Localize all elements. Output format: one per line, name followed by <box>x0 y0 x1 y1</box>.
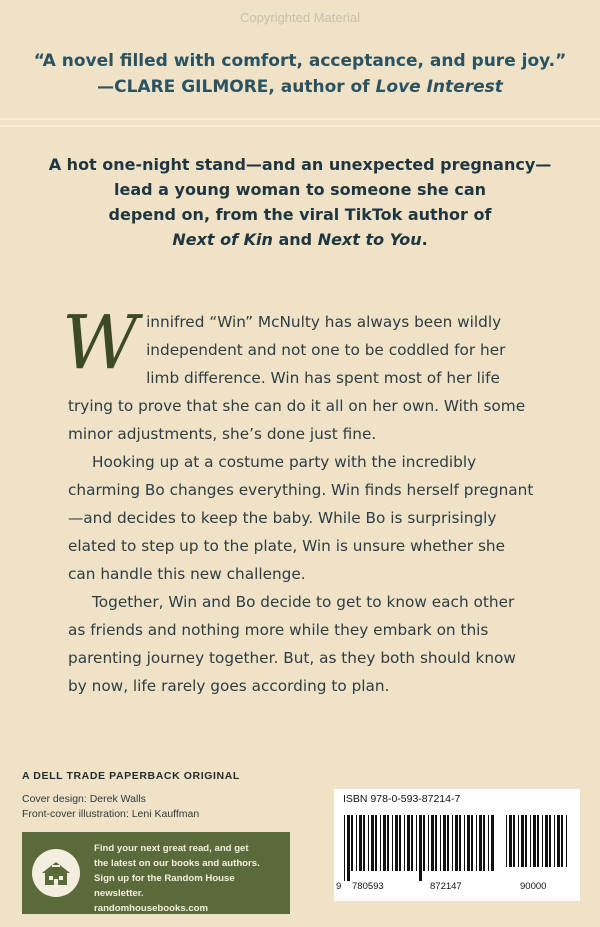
paragraph-text: innifred “Win” McNulty has always been wildly independent and not one to be coddled for her limb difference. Win has spent most of her life trying to prove that she can do it all on her own. With some minor adjustments, she’s done just fine. <box>68 313 526 443</box>
barcode-digits-group2: 872147 <box>430 881 462 892</box>
barcode-digit-first: 9 <box>336 881 342 892</box>
tagline-conjunction: and <box>272 230 318 249</box>
isbn-label: ISBN 978-0-593-87214-7 <box>343 793 461 805</box>
tagline-period: . <box>421 230 428 249</box>
newsletter-promo <box>22 832 290 914</box>
review-blurb <box>0 48 600 100</box>
description-paragraph: Together, Win and Bo decide to get to know each other as friends and nothing more while they embark on this parenting journey together. But, as they both should know by now, life rarely goes according to plan. <box>68 593 516 695</box>
attribution-author: —CLARE GILMORE, author of <box>97 77 376 97</box>
promo-line: the latest on our books and authors. <box>94 858 260 869</box>
promo-line: Sign up for the Random House newsletter. <box>94 873 235 899</box>
tagline-line: depend on, from the viral TikTok author of <box>108 205 492 224</box>
barcode-digits-group1: 780593 <box>352 881 384 892</box>
book-title: Next to You <box>317 230 422 249</box>
divider-top <box>0 118 600 120</box>
price-barcode-icon <box>506 815 570 877</box>
promo-line: Find your next great read, and get <box>94 843 249 854</box>
description-paragraph <box>62 300 534 448</box>
book-description <box>62 300 534 700</box>
promo-text <box>94 841 284 916</box>
tagline <box>40 152 560 252</box>
promo-url: randomhousebooks.com <box>94 903 209 914</box>
tagline-line: lead a young woman to someone she can <box>113 180 486 199</box>
blurb-attribution <box>0 74 600 100</box>
book-title: Next of Kin <box>172 230 273 249</box>
divider-bottom <box>0 125 600 127</box>
tagline-line: A hot one-night stand—and an unexpected pregnancy— <box>48 155 552 174</box>
copyright-watermark: Copyrighted Material <box>240 10 360 25</box>
illustration-credit: Front-cover illustration: Leni Kauffman <box>22 808 200 820</box>
isbn-barcode-icon <box>344 815 496 881</box>
drop-cap: W <box>62 300 139 386</box>
random-house-logo-icon <box>32 849 80 897</box>
barcode-addon-digits: 90000 <box>520 881 547 892</box>
attribution-title: Love Interest <box>375 77 503 97</box>
cover-design-credit: Cover design: Derek Walls <box>22 793 146 805</box>
imprint-label: A DELL TRADE PAPERBACK ORIGINAL <box>22 770 240 782</box>
barcode-panel <box>334 789 580 901</box>
description-paragraph: Hooking up at a costume party with the incredibly charming Bo changes everything. Win finds herself pregnant—and decides to keep the baby. While Bo is surprisingly elated to step up to the plate, Win is unsure whether she can handle this new challenge. <box>68 453 534 583</box>
blurb-quote: “A novel filled with comfort, acceptance, and pure joy.” <box>33 51 567 71</box>
tagline-titles <box>40 227 560 252</box>
